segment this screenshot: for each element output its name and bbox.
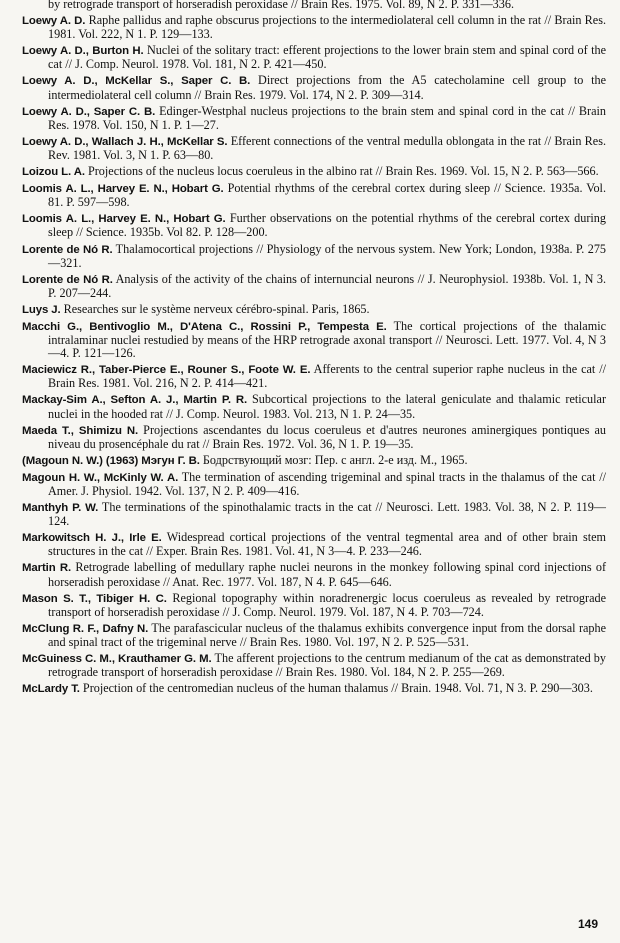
reference-authors: Loizou L. A. <box>22 166 85 179</box>
reference-text: The termination of ascending trigeminal and spinal tracts in the thalamus of the cat // Amer. J. Physiol. 1942. Vol. 137, N 2. P. 409—416. <box>48 469 606 498</box>
reference-entry <box>22 212 606 239</box>
reference-text: Efferent connections of the ventral medulla oblongata in the rat // Brain Res. Rev. 1981. Vol. 3, N 1. P. 63—80. <box>48 133 606 162</box>
reference-entry <box>22 105 606 132</box>
reference-authors: Maciewicz R., Taber-Pierce E., Rouner S., Foote W. E. <box>22 364 311 377</box>
reference-authors: Loewy A. D. <box>22 15 86 28</box>
reference-text: Nuclei of the solitary tract: efferent projections to the lower brain stem and spinal cord of the cat // J. Comp. Neurol. 1978. Vol. 181, N 2. P. 421—450. <box>48 43 606 72</box>
reference-text: Edinger-Westphal nucleus projections to the brain stem and spinal cord in the cat // Brain Res. 1978. Vol. 150, N 1. P. 1—27. <box>48 103 606 132</box>
reference-authors: Manthyh P. W. <box>22 502 99 515</box>
reference-authors: Luys J. <box>22 303 61 316</box>
reference-entry <box>22 652 606 679</box>
reference-text: Potential rhythms of the cerebral cortex during sleep // Science. 1935a. Vol. 81. P. 597—598. <box>48 181 606 210</box>
reference-text: Projections ascendantes du locus coeruleus et d'autres neurones aminergiques pontiques au niveau du prosencéphale du rat // Brain Res. 1972. Vol. 36, N 1. P. 19—35. <box>48 422 607 451</box>
reference-text: Analysis of the activity of the chains of internuncial neurons // J. Neurophysiol. 1938b. Vol. 1, N 3. P. 207—244. <box>48 271 606 300</box>
reference-entry <box>22 44 606 71</box>
reference-entry <box>22 622 606 649</box>
reference-authors: Loomis A. L., Harvey E. N., Hobart G. <box>22 183 224 196</box>
reference-text: The afferent projections to the centrum medianum of the cat as demonstrated by retrograde transport of horseradish peroxidase // Brain Res. 1980. Vol. 184, N 2. P. 255—269. <box>48 651 606 680</box>
reference-authors: (Magoun N. W.) (1963) Мэгун Г. В. <box>22 454 200 467</box>
reference-authors: Lorente de Nó R. <box>22 273 113 286</box>
reference-text: Afferents to the central superior raphe nucleus in the cat // Brain Res. 1981. Vol. 216, N 2. P. 414—421. <box>48 362 606 391</box>
reference-authors: McLardy T. <box>22 683 80 696</box>
reference-text: Thalamocortical projections // Physiology of the nervous system. New York; London, 1938a. P. 275—321. <box>48 241 607 270</box>
reference-text: Бодрствующий мозг: Пер. с англ. 2-е изд. М., 1965. <box>202 452 468 467</box>
reference-entry <box>22 243 606 270</box>
reference-authors: McClung R. F., Dafny N. <box>22 622 149 635</box>
reference-authors: McGuiness C. M., Krauthamer G. M. <box>22 653 212 666</box>
reference-authors: Magoun H. W., McKinly W. A. <box>22 471 179 484</box>
reference-entry <box>22 454 606 468</box>
reference-entry <box>22 424 606 451</box>
reference-authors: Loomis A. L., Harvey E. N., Hobart G. <box>22 213 226 226</box>
reference-text: Further observations on the potential rhythms of the cerebral cortex during sleep // Science. 1935b. Vol 82. P. 128—200. <box>48 211 606 240</box>
reference-text: The cortical projections of the thalamic intralaminar nuclei restudied by means of the HRP retrograde axonal transport // Neurosci. Lett. 1977. Vol. 4, N 3—4. P. 121—126. <box>48 318 606 361</box>
reference-authors: Martin R. <box>22 562 72 575</box>
reference-entry <box>22 501 606 528</box>
reference-text: Direct projections from the A5 catecholamine cell group to the intermediolateral cell column // Brain Res. 1979. Vol. 174, N 2. P. 309—314. <box>48 73 606 102</box>
reference-entry <box>22 273 606 300</box>
reference-entry <box>22 74 606 101</box>
reference-authors: Markowitsch H. J., Irle E. <box>22 532 162 545</box>
reference-entry <box>22 393 606 420</box>
reference-authors: Mason S. T., Tibiger H. C. <box>22 592 167 605</box>
reference-text: Researches sur le système nerveux cérébro-spinal. Paris, 1865. <box>63 301 370 316</box>
reference-text: Regional topography within noradrenergic locus coeruleus as revealed by retrograde transport of horseradish peroxidase // J. Comp. Neurol. 1979. Vol. 187, N 4. P. 703—724. <box>48 590 606 619</box>
reference-text: Subcortical projections to the lateral geniculate and thalamic reticular nuclei in the hooded rat // J. Comp. Neurol. 1983. Vol. 213, N 1. P. 24—35. <box>48 392 606 421</box>
reference-authors: Maeda T., Shimizu N. <box>22 424 139 437</box>
reference-entry <box>22 682 606 696</box>
reference-entry <box>22 165 606 179</box>
reference-authors: Loewy A. D., McKellar S., Saper C. B. <box>22 75 251 88</box>
reference-entry <box>22 561 606 588</box>
reference-entry <box>22 531 606 558</box>
reference-entry <box>22 471 606 498</box>
reference-authors: Loewy A. D., Wallach J. H., McKellar S. <box>22 135 228 148</box>
reference-text: Widespread cortical projections of the ventral tegmental area and of other brain stem structures in the cat // Exper. Brain Res. 1981. Vol. 41, N 3—4. P. 233—246. <box>48 530 606 559</box>
reference-entry <box>22 0 606 11</box>
reference-entry <box>22 363 606 390</box>
reference-text: Raphe pallidus and raphe obscurus projections to the intermediolateral cell column in the rat // Brain Res. 1981. Vol. 222, N 1. P. 129—133. <box>48 13 607 42</box>
reference-entry <box>22 303 606 317</box>
reference-entry <box>22 592 606 619</box>
reference-authors: Macchi G., Bentivoglio M., D'Atena C., Rossini P., Tempesta E. <box>22 320 387 333</box>
reference-entry <box>22 135 606 162</box>
reference-list <box>22 0 606 696</box>
reference-authors: Mackay-Sim A., Sefton A. J., Martin P. R. <box>22 394 248 407</box>
reference-authors: Loewy A. D., Saper C. B. <box>22 105 156 118</box>
reference-text: Projection of the centromedian nucleus of the human thalamus // Brain. 1948. Vol. 71, N 3. P. 290—303. <box>82 681 593 696</box>
reference-text: Projections of the nucleus locus coeruleus in the albino rat // Brain Res. 1969. Vol. 15, N 2. P. 563—566. <box>87 164 599 179</box>
reference-entry <box>22 14 606 41</box>
reference-entry <box>22 182 606 209</box>
reference-authors: Loewy A. D., Burton H. <box>22 45 144 58</box>
reference-text: by retrograde transport of horseradish peroxidase // Brain Res. 1975. Vol. 89, N 2. P. 331—336. <box>48 0 514 11</box>
reference-entry <box>22 320 606 360</box>
reference-text: The terminations of the spinothalamic tracts in the cat // Neurosci. Lett. 1983. Vol. 38, N 2. P. 119—124. <box>48 500 606 529</box>
reference-text: Retrograde labelling of medullary raphe nuclei neurons in the monkey following spinal cord injections of horseradish peroxidase // Anat. Rec. 1977. Vol. 187, N 4. P. 645—646. <box>48 560 607 589</box>
page-number: 149 <box>577 917 598 931</box>
reference-authors: Lorente de Nó R. <box>22 243 113 256</box>
reference-text: The parafascicular nucleus of the thalamus exhibits convergence input from the dorsal raphe and spinal tract of the trigeminal nerve // Brain Res. 1980. Vol. 197, N 2. P. 525—531. <box>48 620 607 649</box>
